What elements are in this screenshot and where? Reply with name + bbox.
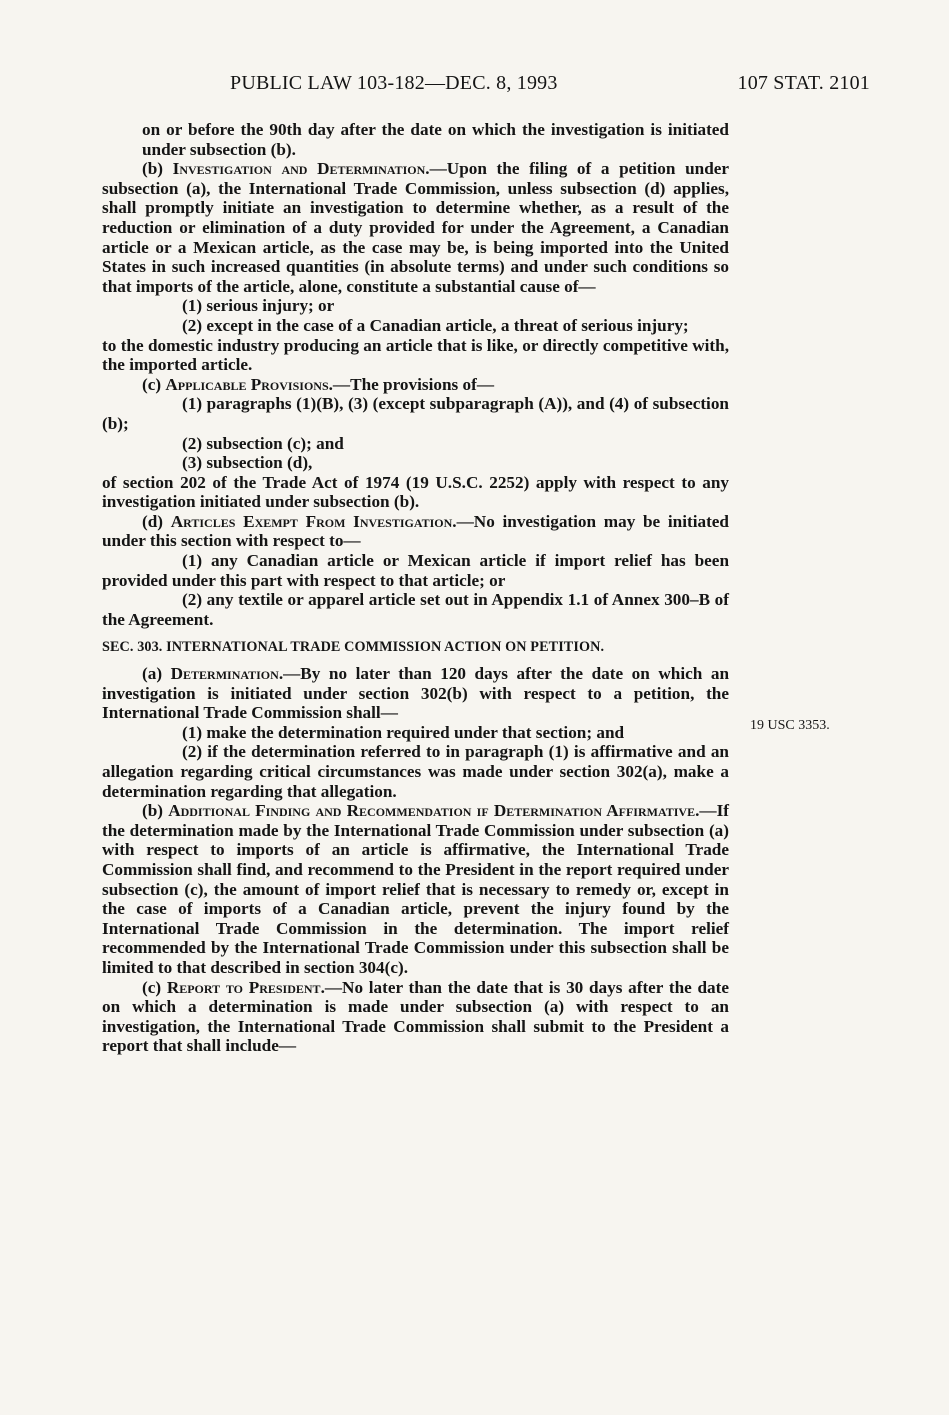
paragraph-text: to the domestic industry producing an article that is like, or directly competitive with, the imported article.: [102, 335, 729, 375]
paragraph: [102, 473, 729, 512]
paragraph-text: (1) make the determination required under that section; and: [182, 722, 625, 742]
subsection-heading: Determination: [170, 664, 279, 684]
paragraph-text: .—If the determination made by the International Trade Commission under subsection (a) with respect to imports of an article is affirmative, the International Trade Commission shall find, and recommend to the President in the report required under subsection (c), the amount of import relief that is necessary to remedy or, except in the case of imports of a Canadian article, prevent the injury found by the International Trade Commission in the determination. The import relief recommended by the International Trade Commission under this subsection shall be limited to that described in section 304(c).: [102, 801, 729, 977]
paragraph: [102, 375, 729, 395]
document-body: [102, 120, 729, 1056]
paragraph-text: (c): [142, 977, 167, 997]
paragraph-text: (1) serious injury; or: [182, 296, 335, 316]
paragraph-text: (b): [142, 159, 173, 179]
paragraph: [102, 664, 729, 723]
paragraph: [102, 434, 729, 454]
paragraph-text: (2) subsection (c); and: [182, 433, 344, 453]
subsection-heading: Articles Exempt From Investigation: [170, 511, 453, 531]
paragraph: [102, 742, 729, 801]
paragraph-text: SEC. 303. INTERNATIONAL TRADE COMMISSION ACTION ON PETITION.: [102, 639, 605, 656]
paragraph-text: .—No investigation may be initiated under this section with respect to—: [102, 511, 729, 551]
paragraph-text: (2) except in the case of a Canadian article, a threat of serious injury;: [182, 315, 689, 335]
paragraph-text: (d): [142, 511, 171, 531]
subsection-heading: Investigation and Determination: [172, 159, 426, 179]
paragraph-text: (a): [142, 664, 171, 684]
paragraph-text: of section 202 of the Trade Act of 1974 (19 U.S.C. 2252) apply with respect to any investigation initiated under subsection (b).: [102, 472, 729, 512]
paragraph-text: (3) subsection (d),: [182, 453, 313, 473]
paragraph: [102, 296, 729, 316]
paragraph-text: (b): [142, 801, 169, 821]
page-header: [230, 72, 870, 100]
paragraph: [102, 453, 729, 473]
subsection-heading: Report to President: [166, 977, 321, 997]
paragraph: [102, 512, 729, 551]
margin-citation: 19 USC 3353.: [750, 718, 830, 733]
paragraph-text: .—No later than the date that is 30 days after the date on which a determination is made under subsection (a) with respect to an investigation, the International Trade Commission shall submit to the President a report that shall include—: [102, 977, 729, 1056]
paragraph: [102, 316, 729, 336]
paragraph-text: (1) any Canadian article or Mexican article if import relief has been provided under this part with respect to that article; or: [102, 551, 729, 590]
paragraph-text: (2) if the determination referred to in paragraph (1) is affirmative and an allegation regarding critical circumstances was made under section 302(a), make a determination regarding that allegation.: [102, 742, 729, 801]
paragraph: [102, 120, 729, 159]
paragraph: [102, 394, 729, 433]
section-heading: [102, 638, 729, 658]
page-header-title: PUBLIC LAW 103-182—DEC. 8, 1993: [230, 72, 558, 94]
paragraph: [102, 801, 729, 977]
page-header-stat-number: 107 STAT. 2101: [737, 72, 870, 94]
paragraph-text: (c): [142, 374, 166, 394]
paragraph-text: (1) paragraphs (1)(B), (3) (except subparagraph (A)), and (4) of subsection (b);: [102, 394, 729, 433]
paragraph-text: .—Upon the filing of a petition under subsection (a), the International Trade Commission, unless subsection (d) applies, shall promptly initiate an investigation to determine whether, as a result of the reduction or elimination of a duty provided for under the Agreement, a Canadian article or a Mexican article, as the case may be, is being imported into the United States in such increased quantities (in absolute terms) and under such conditions so that imports of the article, alone, constitute a substantial cause of—: [102, 159, 730, 296]
paragraph-text: (2) any textile or apparel article set out in Appendix 1.1 of Annex 300–B of the Agreement.: [102, 590, 729, 629]
subsection-heading: Additional Finding and Recommendation if Determination Affirmative: [168, 801, 696, 821]
paragraph: [102, 551, 729, 590]
paragraph: [102, 336, 729, 375]
paragraph: [102, 590, 729, 629]
paragraph: [102, 159, 729, 296]
paragraph: [102, 978, 729, 1056]
subsection-heading: Applicable Provisions: [165, 374, 329, 394]
paragraph-text: on or before the 90th day after the date on which the investigation is initiated under subsection (b).: [142, 120, 729, 159]
paragraph: [102, 723, 729, 743]
paragraph-text: .—The provisions of—: [328, 374, 495, 394]
paragraph-text: .—By no later than 120 days after the date on which an investigation is initiated under section 302(b) with respect to a petition, the International Trade Commission shall—: [102, 664, 729, 723]
